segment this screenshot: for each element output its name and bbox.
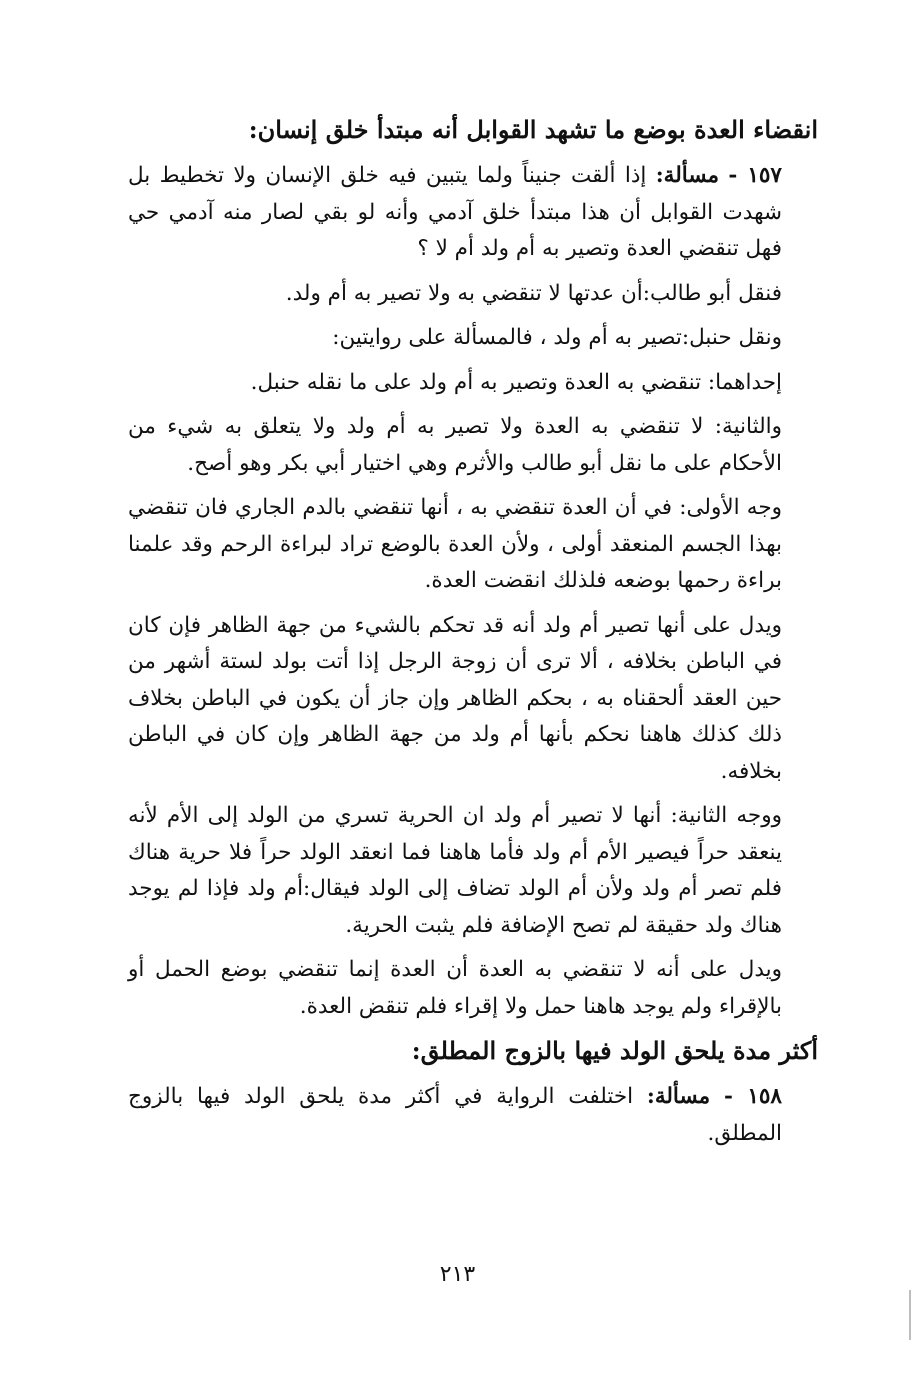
page-number: ٢١٣: [439, 1262, 476, 1287]
paragraph-abu-talib: فنقل أبو طالب:أن عدتها لا تنقضي به ولا تصير به أم ولد.: [285, 280, 782, 306]
paragraph-second-reasoning: ووجه الثانية: أنها لا تصير أم ولد ان الحرية تسري من الولد إلى الأم لأنه ينعقد حراً فيصير الأم أم ولد فأما هاهنا فما انعقد الولد حراً فلا حرية هناك فلم تصر أم ولد ولأن أم الولد تضاف إلى الولد فيقال:أم ولد فإذا لم يوجد هناك ولد حقيقة لم تصح الإضافة فلم يثبت الحرية.: [128, 803, 782, 938]
paragraph-first-narration: إحداهما: تنقضي به العدة وتصير به أم ولد على ما نقله حنبل.: [250, 369, 782, 395]
paragraph-umm-walad-evidence: ويدل على أنها تصير أم ولد أنه قد تحكم بالشيء من جهة الظاهر فإن كان في الباطن بخلافه ، ألا ترى أن زوجة الرجل إذا أتت بولد لستة أشهر من حين العقد ألحقناه به ، بحكم الظاهر وإن جاز أن يكون في الباطن بخلاف ذلك كذلك هاهنا نحكم بأنها أم ولد من جهة الظاهر وإن كان في الباطن بخلافه.: [128, 612, 782, 784]
section-heading-iddah-ending: انقضاء العدة بوضع ما تشهد القوابل أنه مبتدأ خلق إنسان:: [248, 115, 818, 144]
scan-edge-mark: [909, 1290, 911, 1340]
question-label: مسألة:: [646, 1084, 711, 1109]
question-number: ١٥٨ -: [723, 1084, 782, 1109]
question-text: اختلفت الرواية في أكثر مدة يلحق الولد فيها بالزوج المطلق.: [128, 1084, 782, 1146]
page-body: [128, 112, 818, 1160]
question-number: ١٥٧ -: [728, 163, 782, 188]
question-text: إذا ألقت جنيناً ولما يتبين فيه خلق الإنسان ولا تخطيط بل شهدت القوابل أن هذا مبتدأ خلق آدمي وأنه لو بقي لصار منه آدمي حي فهل تنقضي العدة وتصير به أم ولد أم لا ؟: [128, 163, 782, 261]
paragraph-second-narration: والثانية: لا تنقضي به العدة ولا تصير به أم ولد ولا يتعلق به شيء من الأحكام على ما نقل أبو طالب والأثرم وهي اختيار أبي بكر وهو أصح.: [128, 414, 782, 476]
paragraph-iddah-evidence: ويدل على أنه لا تنقضي به العدة أن العدة إنما تنقضي بوضع الحمل أو بالإقراء ولم يوجد هاهنا حمل ولا إقراء فلم تنقض العدة.: [128, 957, 782, 1019]
question-label: مسألة:: [655, 163, 720, 188]
paragraph-first-reasoning: وجه الأولى: في أن العدة تنقضي به ، أنها تنقضي بالدم الجاري فان تنقضي بهذا الجسم المنعقد أولى ، ولأن العدة بالوضع تراد لبراءة الرحم وقد علمنا براءة رحمها بوضعه فلذلك انقضت العدة.: [128, 495, 782, 593]
question-158: [128, 1079, 818, 1152]
section-heading-max-period: أكثر مدة يلحق الولد فيها بالزوج المطلق:: [411, 1036, 818, 1065]
paragraph-hanbal: ونقل حنبل:تصير به أم ولد ، فالمسألة على روايتين:: [332, 325, 782, 350]
question-157: [128, 158, 818, 268]
